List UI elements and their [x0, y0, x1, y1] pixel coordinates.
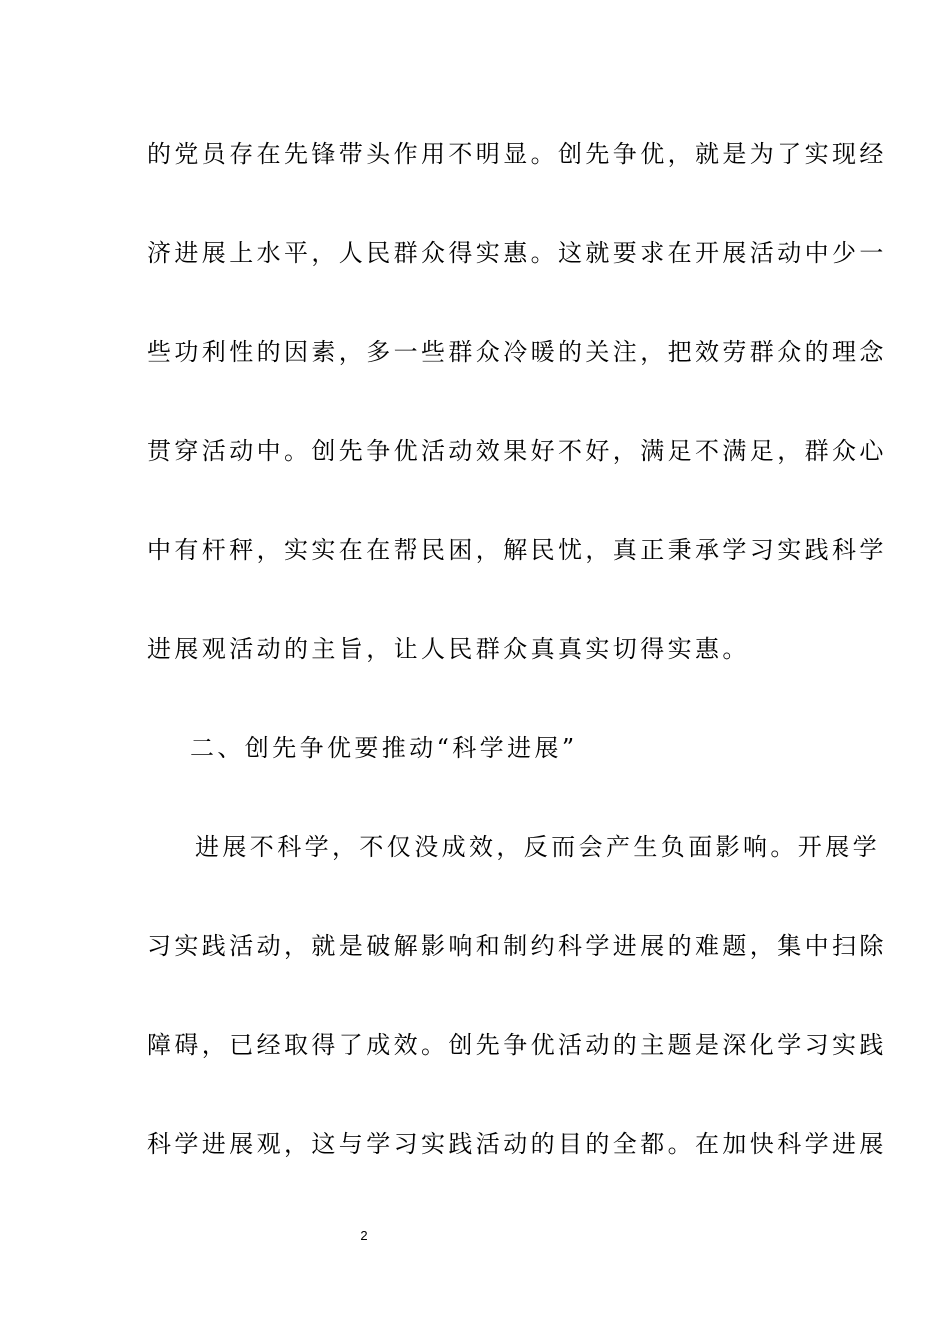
- paragraph-line: 进展观活动的主旨，让人民群众真真实切得实惠。: [147, 635, 750, 663]
- paragraph-line: 中有杆秤，实实在在帮民困，解民忧，真正秉承学习实践科学: [147, 536, 887, 564]
- page-number: 2: [360, 1228, 368, 1243]
- paragraph-line: 障碍，已经取得了成效。创先争优活动的主题是深化学习实践: [147, 1031, 887, 1059]
- paragraph-line: 些功利性的因素，多一些群众冷暖的关注，把效劳群众的理念: [147, 338, 887, 366]
- paragraph-line: 习实践活动，就是破解影响和制约科学进展的难题，集中扫除: [147, 932, 887, 960]
- paragraph-line: 的党员存在先锋带头作用不明显。创先争优，就是为了实现经: [147, 140, 887, 168]
- section-heading: 二、创先争优要推动“科学进展”: [190, 734, 578, 762]
- paragraph-line: 科学进展观，这与学习实践活动的目的全都。在加快科学进展: [147, 1130, 887, 1158]
- paragraph-line: 贯穿活动中。创先争优活动效果好不好，满足不满足，群众心: [147, 437, 887, 465]
- paragraph-line: 济进展上水平，人民群众得实惠。这就要求在开展活动中少一: [147, 239, 887, 267]
- paragraph-line: 进展不科学，不仅没成效，反而会产生负面影响。开展学: [195, 833, 880, 861]
